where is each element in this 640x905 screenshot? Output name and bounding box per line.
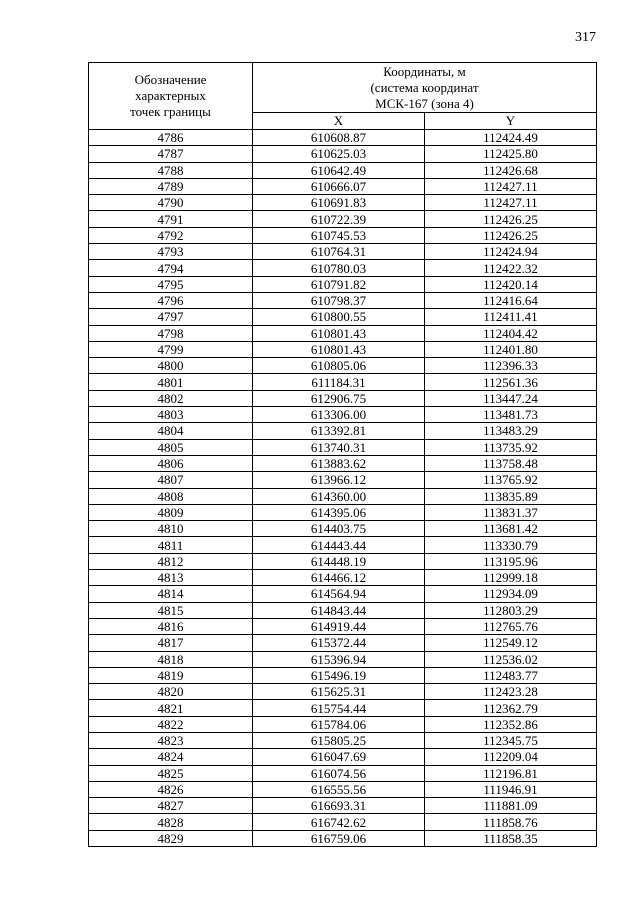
cell-y: 113681.42: [425, 521, 597, 537]
cell-x: 613740.31: [253, 439, 425, 455]
table-row: [89, 749, 597, 765]
table-row: [89, 602, 597, 618]
cell-y: 113481.73: [425, 407, 597, 423]
cell-y: 112209.04: [425, 749, 597, 765]
cell-x: 610798.37: [253, 292, 425, 308]
cell-point-id: 4820: [89, 684, 253, 700]
cell-x: 610691.83: [253, 195, 425, 211]
cell-point-id: 4811: [89, 537, 253, 553]
cell-y: 112411.41: [425, 309, 597, 325]
cell-y: 112426.25: [425, 211, 597, 227]
cell-x: 614403.75: [253, 521, 425, 537]
table-row: [89, 211, 597, 227]
cell-x: 613306.00: [253, 407, 425, 423]
cell-y: 112396.33: [425, 358, 597, 374]
cell-x: 616074.56: [253, 765, 425, 781]
cell-y: 113835.89: [425, 488, 597, 504]
cell-x: 613392.81: [253, 423, 425, 439]
cell-point-id: 4826: [89, 781, 253, 797]
table-row: [89, 390, 597, 406]
table-row: [89, 227, 597, 243]
cell-y: 113831.37: [425, 504, 597, 520]
table-row: [89, 488, 597, 504]
cell-x: 611184.31: [253, 374, 425, 390]
cell-point-id: 4805: [89, 439, 253, 455]
cell-y: 112423.28: [425, 684, 597, 700]
cell-y: 112404.42: [425, 325, 597, 341]
cell-point-id: 4809: [89, 504, 253, 520]
cell-point-id: 4815: [89, 602, 253, 618]
cell-point-id: 4793: [89, 244, 253, 260]
table-row: [89, 423, 597, 439]
table-row: [89, 700, 597, 716]
table-row: [89, 358, 597, 374]
table-row: [89, 325, 597, 341]
table-row: [89, 244, 597, 260]
cell-y: 113758.48: [425, 455, 597, 471]
table-row: [89, 537, 597, 553]
cell-point-id: 4788: [89, 162, 253, 178]
table-row: [89, 439, 597, 455]
header-coordinates: [253, 63, 597, 113]
cell-y: 112416.64: [425, 292, 597, 308]
cell-x: 610791.82: [253, 276, 425, 292]
cell-point-id: 4817: [89, 635, 253, 651]
table-row: [89, 504, 597, 520]
cell-y: 112549.12: [425, 635, 597, 651]
table-row: [89, 472, 597, 488]
cell-point-id: 4798: [89, 325, 253, 341]
cell-x: 614448.19: [253, 553, 425, 569]
cell-point-id: 4827: [89, 798, 253, 814]
cell-y: 111858.35: [425, 830, 597, 846]
cell-y: 112352.86: [425, 716, 597, 732]
cell-x: 615496.19: [253, 667, 425, 683]
cell-x: 616047.69: [253, 749, 425, 765]
cell-x: 610805.06: [253, 358, 425, 374]
cell-x: 612906.75: [253, 390, 425, 406]
cell-x: 614360.00: [253, 488, 425, 504]
table-row: [89, 618, 597, 634]
cell-point-id: 4791: [89, 211, 253, 227]
table-row: [89, 276, 597, 292]
cell-point-id: 4789: [89, 178, 253, 194]
table-row: [89, 553, 597, 569]
cell-point-id: 4786: [89, 130, 253, 146]
cell-x: 614919.44: [253, 618, 425, 634]
cell-x: 616759.06: [253, 830, 425, 846]
table-row: [89, 635, 597, 651]
cell-y: 112536.02: [425, 651, 597, 667]
table-row: [89, 162, 597, 178]
cell-point-id: 4803: [89, 407, 253, 423]
cell-y: 113447.24: [425, 390, 597, 406]
cell-point-id: 4792: [89, 227, 253, 243]
cell-y: 113765.92: [425, 472, 597, 488]
cell-y: 111858.76: [425, 814, 597, 830]
cell-y: 113483.29: [425, 423, 597, 439]
cell-y: 112934.09: [425, 586, 597, 602]
table-row: [89, 178, 597, 194]
header-row-main: [89, 63, 597, 113]
cell-point-id: 4808: [89, 488, 253, 504]
table-row: [89, 260, 597, 276]
cell-y: 111946.91: [425, 781, 597, 797]
cell-y: 112765.76: [425, 618, 597, 634]
cell-point-id: 4812: [89, 553, 253, 569]
cell-y: 112345.75: [425, 732, 597, 748]
cell-x: 610722.39: [253, 211, 425, 227]
header-x: X: [253, 113, 425, 130]
cell-x: 614395.06: [253, 504, 425, 520]
header-point-designation: [89, 63, 253, 130]
cell-x: 614466.12: [253, 570, 425, 586]
cell-point-id: 4813: [89, 570, 253, 586]
cell-point-id: 4797: [89, 309, 253, 325]
cell-point-id: 4800: [89, 358, 253, 374]
table-row: [89, 684, 597, 700]
cell-y: 112422.32: [425, 260, 597, 276]
cell-y: 113195.96: [425, 553, 597, 569]
cell-y: 112427.11: [425, 195, 597, 211]
header-y: Y: [425, 113, 597, 130]
table-row: [89, 586, 597, 602]
cell-point-id: 4796: [89, 292, 253, 308]
coordinates-table: [88, 62, 597, 847]
cell-y: 112420.14: [425, 276, 597, 292]
cell-point-id: 4823: [89, 732, 253, 748]
page-number: 317: [575, 30, 596, 45]
cell-point-id: 4790: [89, 195, 253, 211]
cell-y: 112401.80: [425, 341, 597, 357]
cell-x: 613966.12: [253, 472, 425, 488]
cell-point-id: 4814: [89, 586, 253, 602]
table-row: [89, 341, 597, 357]
table-row: [89, 814, 597, 830]
table-row: [89, 195, 597, 211]
cell-point-id: 4802: [89, 390, 253, 406]
cell-y: 112803.29: [425, 602, 597, 618]
table-row: [89, 732, 597, 748]
cell-x: 610800.55: [253, 309, 425, 325]
cell-point-id: 4807: [89, 472, 253, 488]
table-row: [89, 765, 597, 781]
table-row: [89, 830, 597, 846]
cell-y: 113330.79: [425, 537, 597, 553]
cell-point-id: 4799: [89, 341, 253, 357]
cell-x: 616555.56: [253, 781, 425, 797]
cell-y: 112426.68: [425, 162, 597, 178]
cell-x: 615784.06: [253, 716, 425, 732]
table-row: [89, 292, 597, 308]
cell-x: 610745.53: [253, 227, 425, 243]
table-row: [89, 407, 597, 423]
cell-y: 112196.81: [425, 765, 597, 781]
table-row: [89, 309, 597, 325]
cell-point-id: 4819: [89, 667, 253, 683]
cell-x: 614443.44: [253, 537, 425, 553]
cell-point-id: 4824: [89, 749, 253, 765]
header-coordinates-text: Координаты, м (система координат МСК-167 (зона 4): [370, 63, 479, 111]
cell-y: 112427.11: [425, 178, 597, 194]
cell-y: 112561.36: [425, 374, 597, 390]
cell-x: 610801.43: [253, 325, 425, 341]
cell-y: 112483.77: [425, 667, 597, 683]
cell-x: 615805.25: [253, 732, 425, 748]
cell-point-id: 4822: [89, 716, 253, 732]
table-row: [89, 146, 597, 162]
cell-x: 615625.31: [253, 684, 425, 700]
table-body: [89, 130, 597, 847]
table-row: [89, 781, 597, 797]
cell-x: 615372.44: [253, 635, 425, 651]
cell-point-id: 4806: [89, 455, 253, 471]
cell-point-id: 4795: [89, 276, 253, 292]
cell-x: 615396.94: [253, 651, 425, 667]
cell-y: 112424.49: [425, 130, 597, 146]
cell-point-id: 4829: [89, 830, 253, 846]
cell-x: 613883.62: [253, 455, 425, 471]
cell-y: 113735.92: [425, 439, 597, 455]
cell-x: 610764.31: [253, 244, 425, 260]
cell-x: 610608.87: [253, 130, 425, 146]
cell-point-id: 4816: [89, 618, 253, 634]
cell-point-id: 4804: [89, 423, 253, 439]
table-row: [89, 667, 597, 683]
table-row: [89, 521, 597, 537]
table-header: [89, 63, 597, 130]
cell-x: 610625.03: [253, 146, 425, 162]
table-row: [89, 798, 597, 814]
cell-point-id: 4787: [89, 146, 253, 162]
cell-y: 112362.79: [425, 700, 597, 716]
cell-point-id: 4794: [89, 260, 253, 276]
cell-point-id: 4825: [89, 765, 253, 781]
cell-x: 616742.62: [253, 814, 425, 830]
cell-x: 610801.43: [253, 341, 425, 357]
cell-x: 610780.03: [253, 260, 425, 276]
cell-x: 615754.44: [253, 700, 425, 716]
cell-x: 610642.49: [253, 162, 425, 178]
cell-y: 111881.09: [425, 798, 597, 814]
cell-point-id: 4818: [89, 651, 253, 667]
cell-x: 610666.07: [253, 178, 425, 194]
table-row: [89, 455, 597, 471]
cell-y: 112426.25: [425, 227, 597, 243]
cell-point-id: 4810: [89, 521, 253, 537]
table-row: [89, 651, 597, 667]
cell-x: 614564.94: [253, 586, 425, 602]
header-point-designation-text: Обозначение характерных точек границы: [130, 72, 211, 119]
cell-x: 614843.44: [253, 602, 425, 618]
cell-y: 112999.18: [425, 570, 597, 586]
cell-y: 112424.94: [425, 244, 597, 260]
cell-y: 112425.80: [425, 146, 597, 162]
cell-point-id: 4821: [89, 700, 253, 716]
table-row: [89, 716, 597, 732]
cell-x: 616693.31: [253, 798, 425, 814]
table-row: [89, 570, 597, 586]
cell-point-id: 4828: [89, 814, 253, 830]
table-row: [89, 130, 597, 146]
table-row: [89, 374, 597, 390]
cell-point-id: 4801: [89, 374, 253, 390]
